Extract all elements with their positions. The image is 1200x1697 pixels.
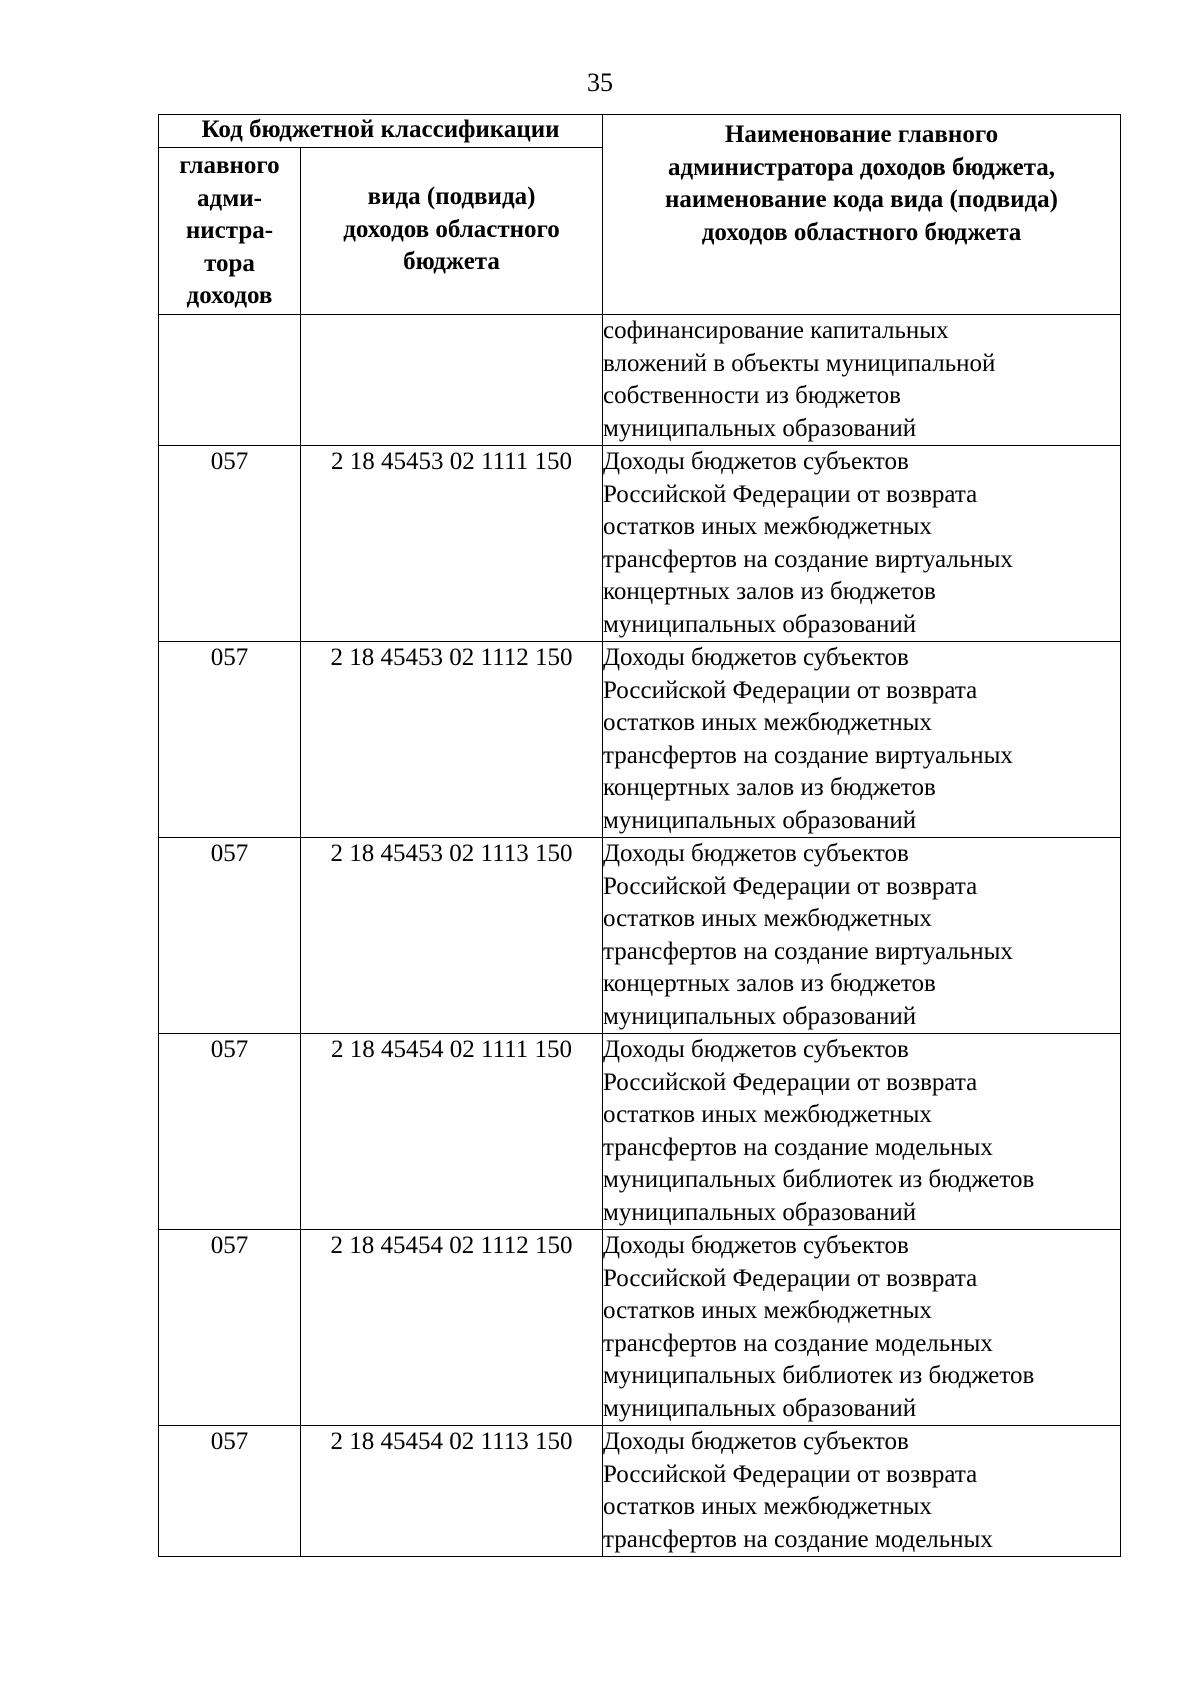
table-row xyxy=(159,1230,1121,1426)
header-budget-classification-code: Код бюджетной классификации xyxy=(159,115,603,148)
income-name-line: остатков иных межбюджетных xyxy=(603,513,932,540)
income-name-line: муниципальных библиотек из бюджетов xyxy=(603,1362,1035,1389)
table-body xyxy=(159,315,1121,1557)
income-name-line: Доходы бюджетов субъектов xyxy=(603,1428,909,1455)
header-admin-line: адми- xyxy=(197,184,262,212)
income-name-line: остатков иных межбюджетных xyxy=(603,1493,932,1520)
income-name-line: Доходы бюджетов субъектов xyxy=(603,448,909,475)
header-admin-line: главного xyxy=(179,152,280,179)
header-admin-column xyxy=(159,148,301,315)
table-row xyxy=(159,838,1121,1034)
income-name-line: собственности из бюджетов xyxy=(603,382,901,409)
income-name-line: муниципальных библиотек из бюджетов xyxy=(603,1166,1035,1193)
income-name-line: муниципальных образований xyxy=(603,806,917,834)
income-name-line: концертных залов из бюджетов xyxy=(603,774,936,801)
income-name-line: остатков иных межбюджетных xyxy=(603,905,932,932)
income-name-line: вложений в объекты муниципальной xyxy=(603,349,996,377)
header-kind-line: бюджета xyxy=(403,248,500,275)
header-name-line: наименование кода вида (подвида) xyxy=(665,186,1058,213)
income-name-line: Российской Федерации от возврата xyxy=(603,1068,978,1096)
income-name-line: остатков иных межбюджетных xyxy=(603,1297,932,1324)
income-name-line: трансфертов на создание виртуальных xyxy=(603,741,1013,769)
income-name-line: трансфертов на создание виртуальных xyxy=(603,937,1013,965)
header-name-line: доходов областного бюджета xyxy=(701,218,1022,246)
income-name-line: остатков иных межбюджетных xyxy=(603,709,932,736)
income-kind-code-cell: 2 18 45453 02 1111 150 xyxy=(301,446,603,642)
admin-code-cell: 057 xyxy=(159,446,301,642)
income-name-line: трансфертов на создание модельных xyxy=(603,1133,993,1161)
income-name-cell xyxy=(603,315,1121,446)
income-name-line: Российской Федерации от возврата xyxy=(603,480,978,508)
admin-code-cell: 057 xyxy=(159,1230,301,1426)
header-kind-column xyxy=(301,148,603,315)
header-name-line: Наименование главного xyxy=(724,121,999,148)
income-name-line: Российской Федерации от возврата xyxy=(603,872,978,900)
income-name-line: Доходы бюджетов субъектов xyxy=(603,644,909,671)
table-row xyxy=(159,1426,1121,1557)
income-name-line: муниципальных образований xyxy=(603,610,917,638)
admin-code-cell: 057 xyxy=(159,1034,301,1230)
income-name-line: Российской Федерации от возврата xyxy=(603,676,978,704)
income-name-cell xyxy=(603,642,1121,838)
header-name-line: администратора доходов бюджета, xyxy=(667,153,1056,181)
income-name-line: концертных залов из бюджетов xyxy=(603,970,936,997)
income-name-line: софинансирование капитальных xyxy=(603,317,949,344)
income-name-line: муниципальных образований xyxy=(603,1002,917,1030)
admin-code-cell xyxy=(159,315,301,446)
income-name-cell xyxy=(603,838,1121,1034)
income-kind-code-cell: 2 18 45453 02 1113 150 xyxy=(301,838,603,1034)
header-name-column xyxy=(603,115,1121,315)
income-kind-code-cell: 2 18 45454 02 1112 150 xyxy=(301,1230,603,1426)
income-name-line: Доходы бюджетов субъектов xyxy=(603,1232,909,1259)
income-kind-code-cell: 2 18 45454 02 1111 150 xyxy=(301,1034,603,1230)
page-number: 35 xyxy=(587,68,613,97)
income-name-cell xyxy=(603,1034,1121,1230)
income-name-line: муниципальных образований xyxy=(603,414,917,442)
income-kind-code-cell: 2 18 45453 02 1112 150 xyxy=(301,642,603,838)
header-admin-line: нистра- xyxy=(185,217,274,244)
income-name-line: Российской Федерации от возврата xyxy=(603,1460,978,1488)
income-name-cell xyxy=(603,1230,1121,1426)
income-name-line: Российской Федерации от возврата xyxy=(603,1264,978,1292)
income-name-cell xyxy=(603,446,1121,642)
income-name-line: Доходы бюджетов субъектов xyxy=(603,840,909,867)
income-kind-code-cell xyxy=(301,315,603,446)
table-row xyxy=(159,315,1121,446)
admin-code-cell: 057 xyxy=(159,1426,301,1557)
header-kind-line: вида (подвида) xyxy=(367,183,536,210)
income-name-line: остатков иных межбюджетных xyxy=(603,1101,932,1128)
admin-code-cell: 057 xyxy=(159,838,301,1034)
table-row xyxy=(159,1034,1121,1230)
income-name-line: трансфертов на создание модельных xyxy=(603,1525,993,1553)
budget-classification-table xyxy=(158,114,1121,1557)
income-name-line: трансфертов на создание модельных xyxy=(603,1329,993,1357)
header-kind-line: доходов областного xyxy=(343,215,560,243)
income-name-line: концертных залов из бюджетов xyxy=(603,578,936,605)
header-admin-line: тора xyxy=(204,249,255,277)
income-name-line: муниципальных образований xyxy=(603,1394,917,1422)
admin-code-cell: 057 xyxy=(159,642,301,838)
table-row xyxy=(159,446,1121,642)
table-row xyxy=(159,642,1121,838)
income-name-line: трансфертов на создание виртуальных xyxy=(603,545,1013,573)
income-name-cell xyxy=(603,1426,1121,1557)
income-kind-code-cell: 2 18 45454 02 1113 150 xyxy=(301,1426,603,1557)
income-name-line: Доходы бюджетов субъектов xyxy=(603,1036,909,1063)
income-name-line: муниципальных образований xyxy=(603,1198,917,1226)
header-admin-line: доходов xyxy=(186,282,273,309)
